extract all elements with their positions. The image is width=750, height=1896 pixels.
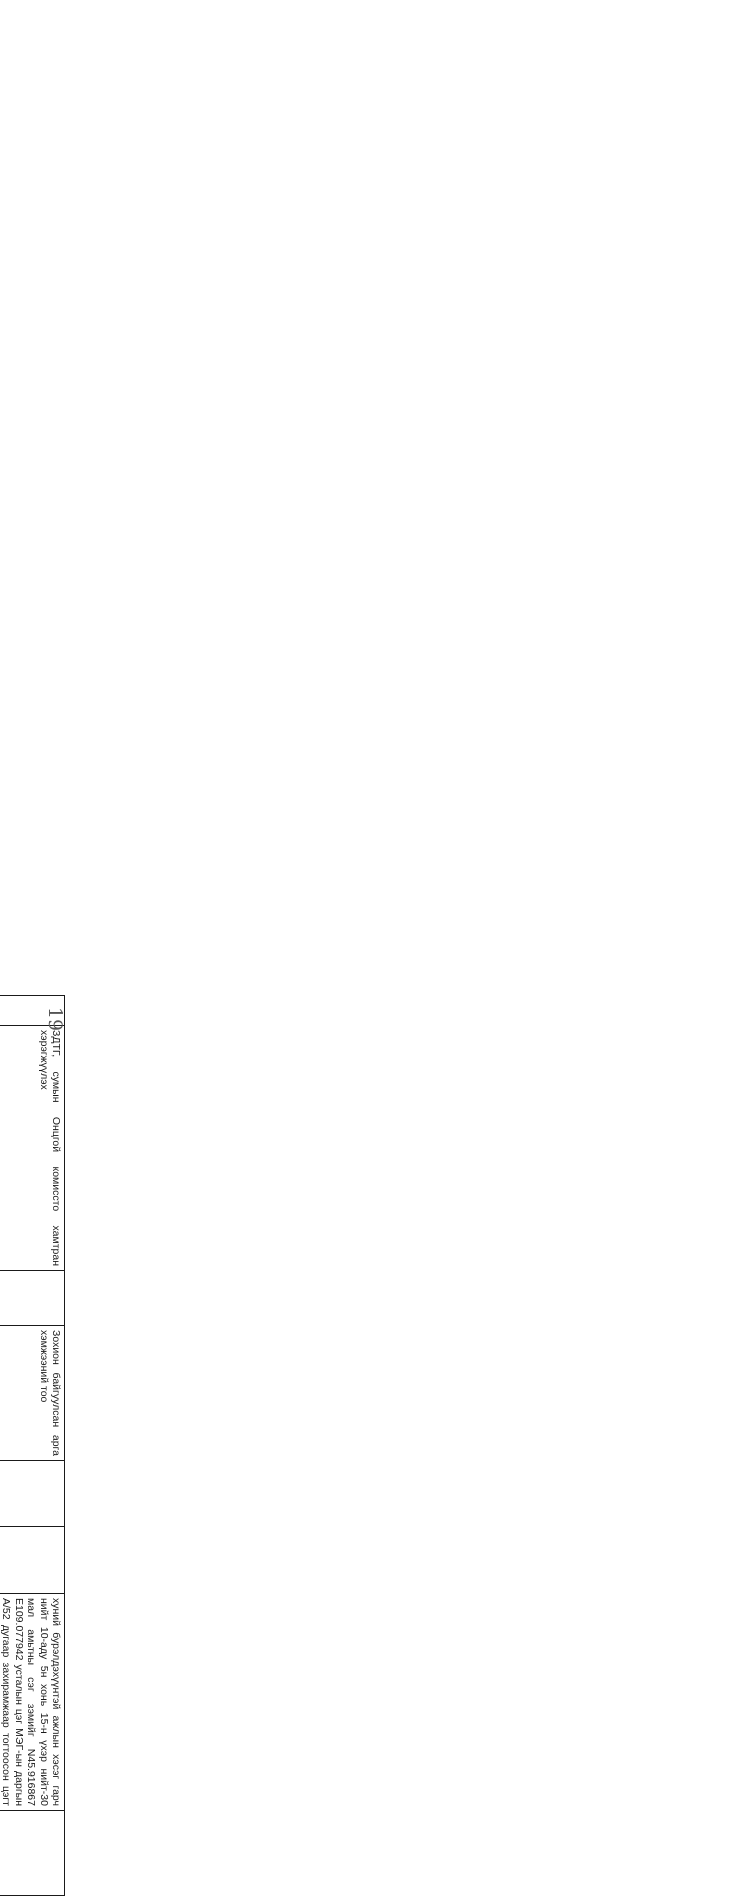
cell-responsible-prev: [0, 1271, 65, 1326]
plan-report-table: [0, 995, 65, 1896]
cell-score-prev: [0, 1811, 65, 1896]
cell-actual-prev: [0, 1527, 65, 1594]
cell-indicator-prev: Зохион байгуулсан арга хэмжээний тоо: [0, 1326, 65, 1461]
cell-activity-prev: ЗДТГ, сумын Онцгой комиссто хамтран хэрэгжүүлэх: [0, 1026, 65, 1271]
table-row-previous: [0, 996, 65, 1896]
rotated-page: [0, 995, 65, 1895]
cell-report-prev: хуний бурэлдэхүүнтэй ажлын хэсэг гарч нийт 10-аду 5н хонь 15-н үхэр нийт-30 мал амьтны сэг зэмийг N45.916867 E109.077942 усталын цэг МЭГ-ын даргын А/52 дугаар захирамжаар тогтоосон цэгт: [0, 1594, 65, 1811]
cell-target-prev: [0, 1461, 65, 1527]
page-number: 19: [44, 1006, 67, 1032]
